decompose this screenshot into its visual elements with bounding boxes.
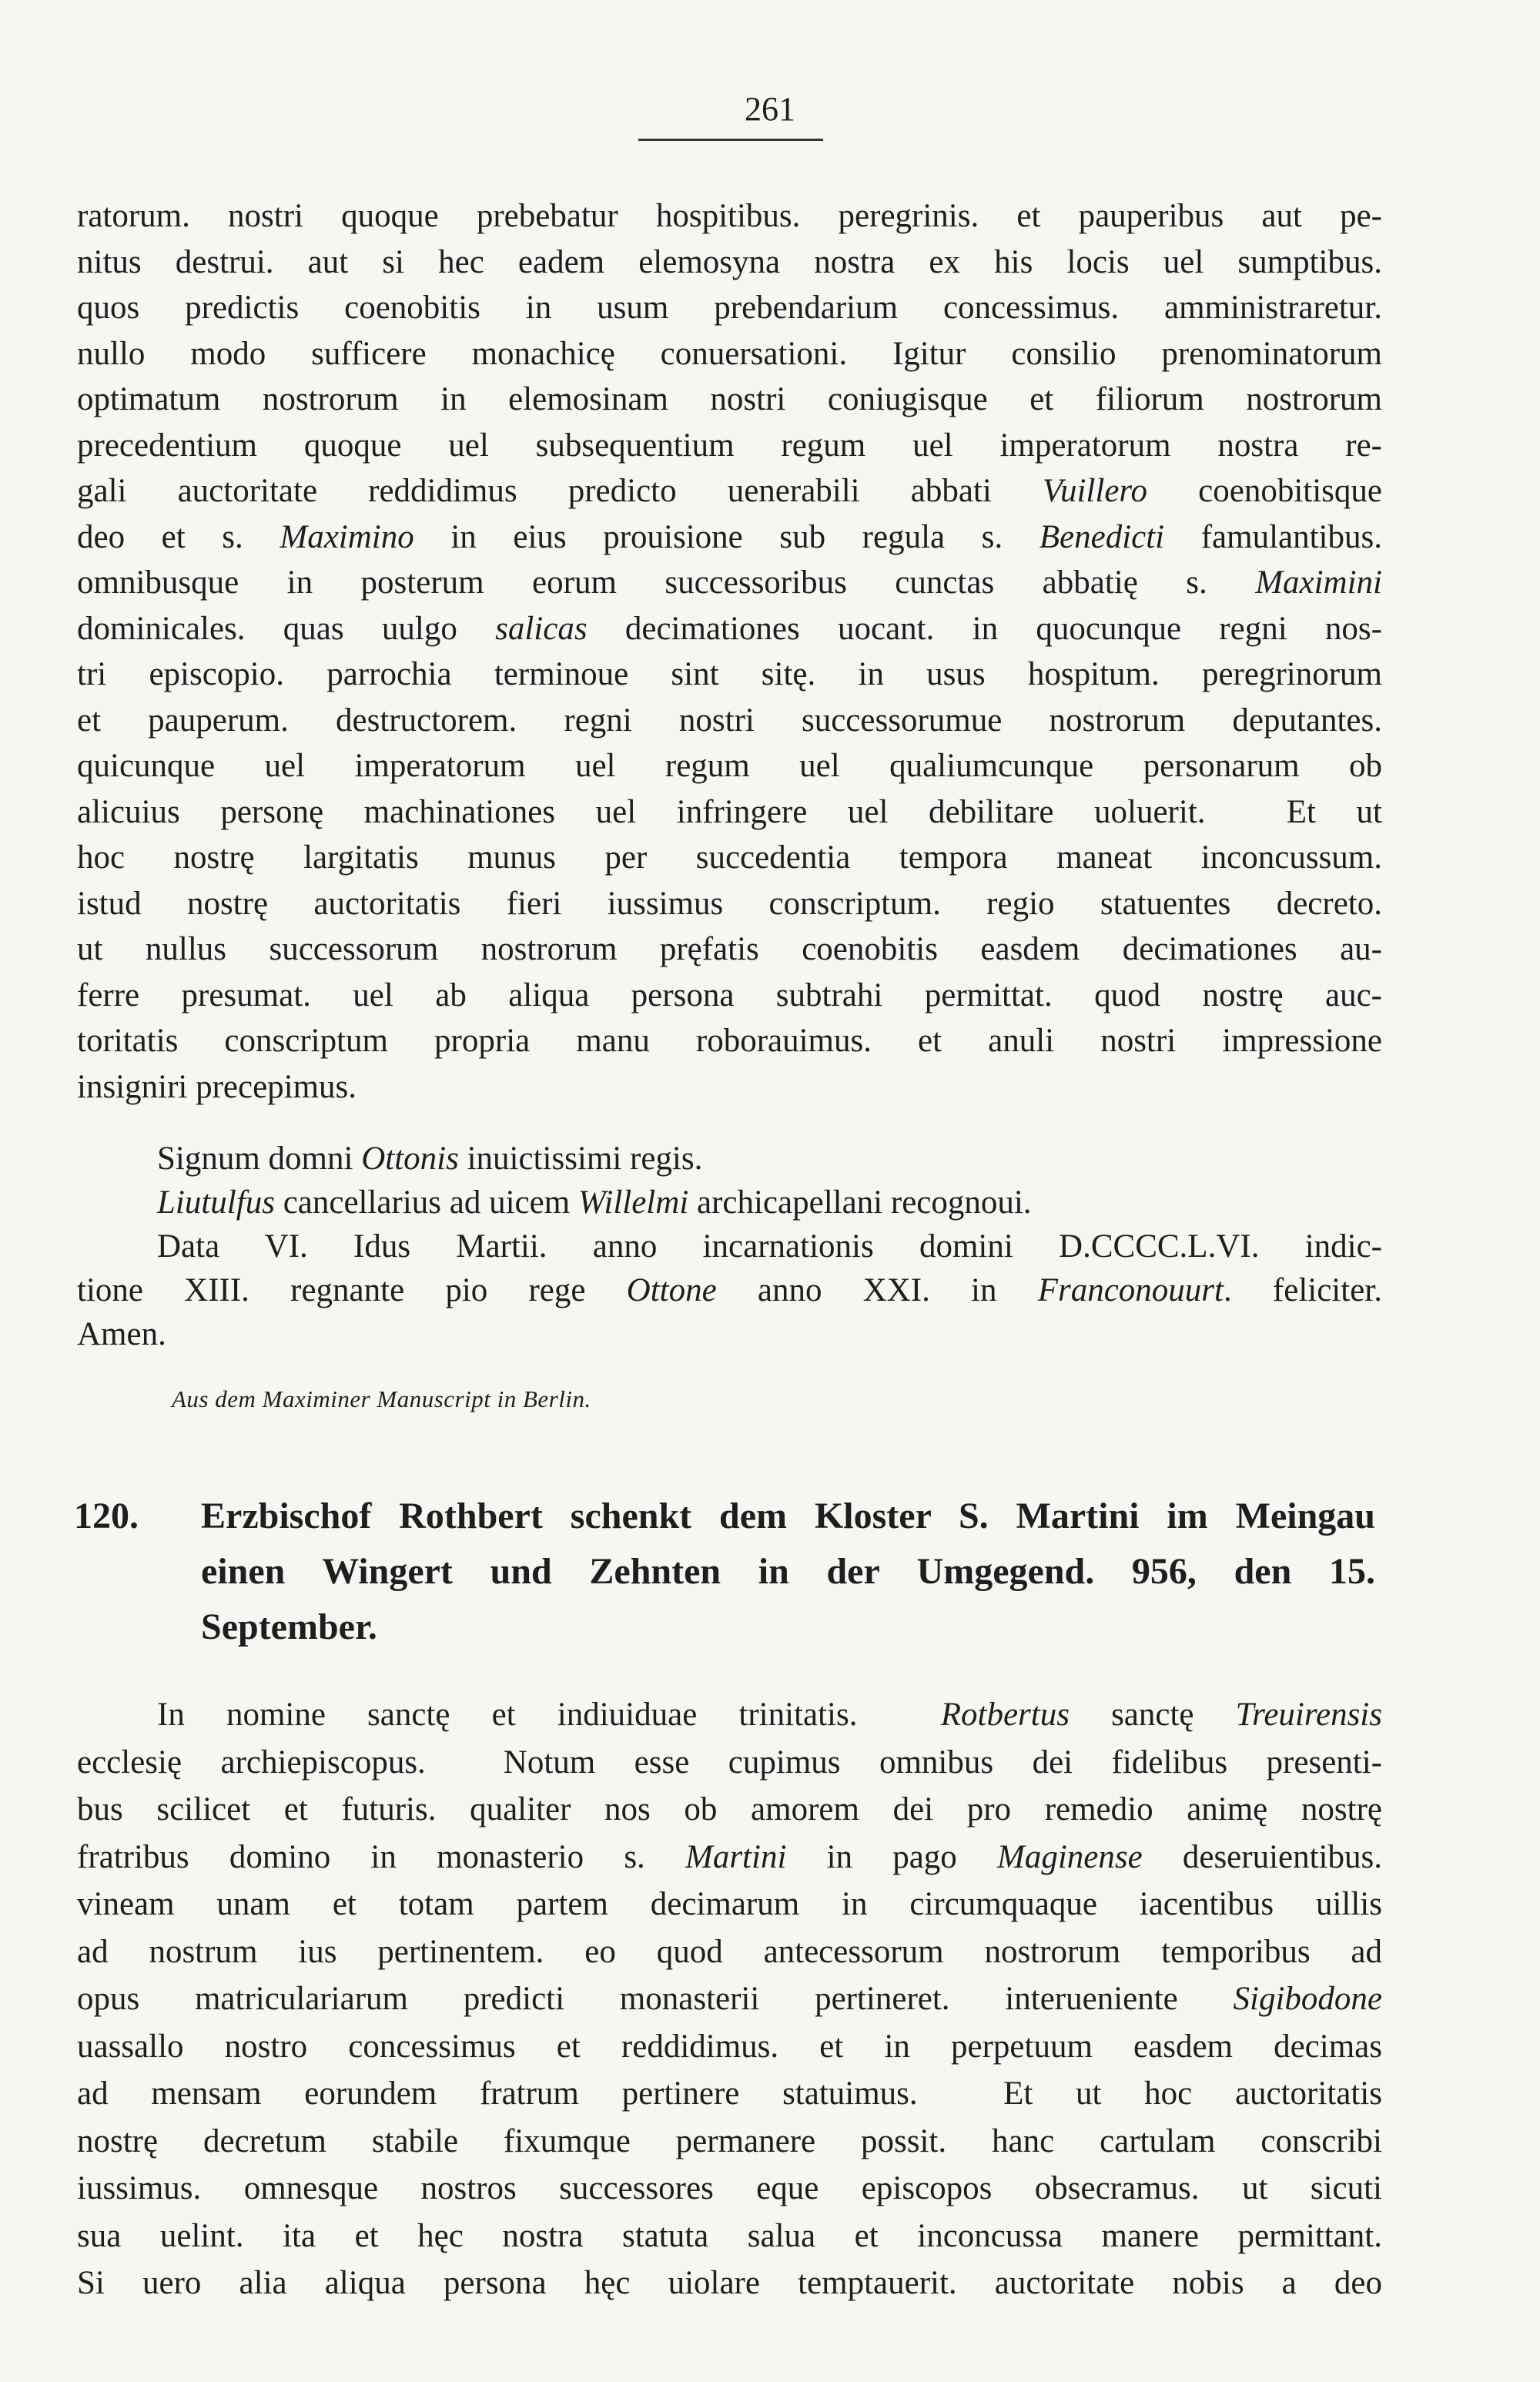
text-segment: nitus destrui. aut si hec eadem elemosyna nostra ex his locis uel sumptibus. [77, 243, 1382, 280]
text-line [77, 1312, 1382, 1356]
charter-number: 120. [74, 1496, 139, 1536]
text-segment: deseruientibus. [1142, 1838, 1382, 1875]
text-segment: tione XIII. regnante pio rege [77, 1272, 627, 1308]
text-segment: decimationes uocant. in quocunque regni nos- [587, 610, 1382, 647]
charter-title [201, 1489, 1375, 1655]
text-segment: in eius prouisione sub regula s. [413, 518, 1040, 555]
text-segment: inuictissimi regis. [458, 1141, 703, 1177]
text-line [77, 2165, 1382, 2213]
text-segment: deo et s. [77, 518, 280, 555]
text-line [77, 1975, 1382, 2023]
text-segment: Signum domni [157, 1141, 362, 1177]
text-segment: opus matriculariarum predicti monasterii pertineret. interueniente [77, 1981, 1234, 2017]
text-segment: quicunque uel imperatorum uel regum uel qualiumcunque personarum ob [77, 748, 1382, 784]
text-segment: famulantibus. [1164, 518, 1382, 555]
text-segment: sua uelint. ita et hęc nostra statuta salua et inconcussa manere permittant. [77, 2217, 1382, 2254]
text-segment: precedentium quoque uel subsequentium regum uel imperatorum nostra re- [77, 427, 1382, 464]
heading-line: einen Wingert und Zehnten in der Umgegend. 956, den 15. [201, 1551, 1375, 1592]
text-line [77, 193, 1382, 240]
text-segment: ad mensam eorundem fratrum pertinere statuimus. Et ut hoc auctoritatis [77, 2075, 1382, 2112]
heading-line: September. [201, 1606, 377, 1647]
italic-name: Treuirensis [1235, 1697, 1382, 1733]
text-line [77, 423, 1382, 469]
italic-name: Maginense [997, 1838, 1143, 1875]
italic-name: Martini [685, 1838, 787, 1875]
text-segment: iussimus. omnesque nostros successores eque episcopos obsecramus. ut sicuti [77, 2170, 1382, 2206]
text-line [77, 2070, 1382, 2118]
text-line [77, 1225, 1382, 1268]
text-segment: alicuius personę machinationes uel infringere uel debilitare uoluerit. Et ut [77, 793, 1382, 830]
text-segment: . feliciter. [1223, 1272, 1382, 1308]
text-segment: toritatis conscriptum propria manu roborauimus. et anuli nostri impressione [77, 1023, 1382, 1059]
text-line [77, 698, 1382, 744]
italic-name: salicas [495, 610, 588, 647]
text-line [77, 2023, 1382, 2071]
text-line [77, 1268, 1382, 1312]
text-line [77, 285, 1382, 331]
text-line [77, 1928, 1382, 1976]
italic-name: Liutulfus [157, 1184, 275, 1221]
text-line [77, 331, 1382, 377]
text-segment: sanctę [1069, 1697, 1236, 1733]
italic-name: Rotbertus [940, 1697, 1070, 1733]
charter-119-text [77, 193, 1382, 1110]
text-segment: ecclesię archiepiscopus. Notum esse cupimus omnibus dei fidelibus presenti- [77, 1744, 1382, 1781]
text-segment: Amen. [77, 1316, 166, 1352]
text-segment: optimatum nostrorum in elemosinam nostri coniugisque et filiorum nostrorum [77, 381, 1382, 417]
text-segment: In nomine sanctę et indiuiduae trinitatis. [157, 1697, 941, 1733]
text-line [77, 835, 1382, 881]
text-segment: ut nullus successorum nostrorum pręfatis coenobitis easdem decimationes au- [77, 931, 1382, 967]
text-line [77, 560, 1382, 606]
text-segment: archicapellani recognoui. [688, 1184, 1032, 1221]
text-segment: anno XXI. in [716, 1272, 1038, 1308]
text-segment: bus scilicet et futuris. qualiter nos ob amorem dei pro remedio animę nostrę [77, 1791, 1382, 1828]
text-line [77, 606, 1382, 652]
text-line [77, 973, 1382, 1019]
text-line [77, 1064, 1382, 1111]
text-segment: fratribus domino in monasterio s. [77, 1838, 685, 1875]
text-line [77, 1691, 1382, 1739]
text-segment: gali auctoritate reddidimus predicto uenerabili abbati [77, 473, 1043, 509]
source-note: Aus dem Maximiner Manuscript in Berlin. [172, 1385, 591, 1412]
text-line [77, 1181, 1382, 1225]
text-line [77, 881, 1382, 927]
text-segment: ratorum. nostri quoque prebebatur hospitibus. peregrinis. et pauperibus aut pe- [77, 198, 1382, 234]
page-number: 261 [745, 90, 795, 128]
text-line [77, 652, 1382, 698]
text-segment: omnibusque in posterum eorum successoribus cunctas abbatię s. [77, 565, 1256, 601]
text-segment: in pago [786, 1838, 997, 1875]
text-segment: ferre presumat. uel ab aliqua persona subtrahi permittat. quod nostrę auc- [77, 977, 1382, 1013]
text-segment: hoc nostrę largitatis munus per succedentia tempora maneat inconcussum. [77, 839, 1382, 876]
text-line [77, 1137, 1382, 1181]
text-line [77, 1834, 1382, 1881]
italic-name: Benedicti [1039, 518, 1165, 555]
italic-name: Maximini [1255, 565, 1382, 601]
text-line [77, 377, 1382, 423]
italic-name: Ottonis [361, 1141, 459, 1177]
italic-name: Vuillero [1042, 473, 1148, 509]
charter-120-heading [74, 1489, 1375, 1655]
text-line [77, 1739, 1382, 1787]
text-segment: tri episcopio. parrochia terminoue sint sitę. in usus hospitum. peregrinorum [77, 656, 1382, 692]
text-line [77, 1786, 1382, 1834]
text-line [77, 1881, 1382, 1928]
text-segment: cancellarius ad uicem [274, 1184, 578, 1221]
charter-120-text [77, 1691, 1382, 2307]
text-segment: uassallo nostro concessimus et reddidimus. et in perpetuum easdem decimas [77, 2028, 1382, 2065]
text-line [77, 468, 1382, 514]
text-line [77, 514, 1382, 561]
page-number-rule [638, 139, 823, 141]
text-line [77, 789, 1382, 836]
text-segment: coenobitisque [1147, 473, 1382, 509]
text-segment: Si uero alia aliqua persona hęc uiolare temptauerit. auctoritate nobis a deo [77, 2265, 1382, 2301]
italic-name: Maximino [280, 518, 414, 555]
text-segment: ad nostrum ius pertinentem. eo quod antecessorum nostrorum temporibus ad [77, 1933, 1382, 1970]
text-segment: nullo modo sufficere monachicę conuersationi. Igitur consilio prenominatorum [77, 335, 1382, 372]
text-line [77, 743, 1382, 789]
text-line [77, 1018, 1382, 1064]
text-segment: nostrę decretum stabile fixumque permanere possit. hanc cartulam conscribi [77, 2122, 1382, 2159]
text-line [77, 926, 1382, 973]
charter-119-signature [77, 1137, 1382, 1356]
italic-name: Franconouurt [1037, 1272, 1224, 1308]
italic-name: Willelmi [578, 1184, 689, 1221]
text-segment: insigniri precepimus. [77, 1068, 357, 1105]
text-line [77, 2118, 1382, 2166]
text-segment: vineam unam et totam partem decimarum in circumquaque iacentibus uillis [77, 1886, 1382, 1922]
text-line [77, 2260, 1382, 2307]
text-segment: et pauperum. destructorem. regni nostri successorumue nostrorum deputantes. [77, 702, 1382, 739]
italic-name: Ottone [626, 1272, 717, 1308]
text-segment: quos predictis coenobitis in usum prebendarium concessimus. amministraretur. [77, 290, 1382, 326]
text-segment: istud nostrę auctoritatis fieri iussimus conscriptum. regio statuentes decreto. [77, 885, 1382, 922]
text-segment: dominicales. quas uulgo [77, 610, 496, 647]
text-line [77, 2213, 1382, 2260]
heading-line: Erzbischof Rothbert schenkt dem Kloster S. Martini im Meingau [201, 1496, 1375, 1536]
italic-name: Sigibodone [1233, 1981, 1382, 2017]
text-segment: Data VI. Idus Martii. anno incarnationis domini D.CCCC.L.VI. indic- [157, 1228, 1382, 1265]
text-line [77, 240, 1382, 286]
